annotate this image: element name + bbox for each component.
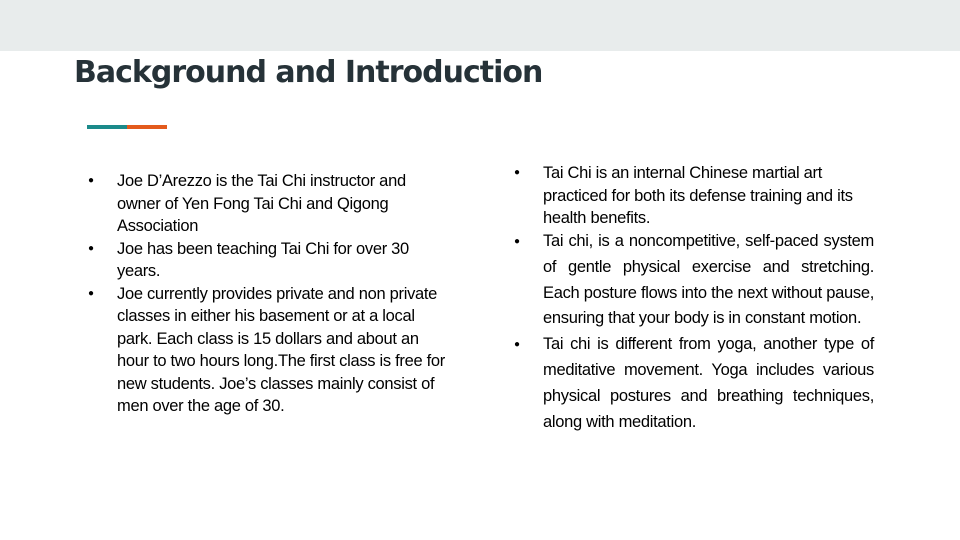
- bullet-item-instructor: ● Joe D’Arezzo is the Tai Chi instructor and owner of Yen Fong Tai Chi and Qigong Association: [86, 170, 446, 238]
- bullet-item-tai-chi-definition: ● Tai Chi is an internal Chinese martial art practiced for both its defense training and its health benefits.: [512, 162, 874, 230]
- accent-bar-orange: [127, 125, 167, 129]
- right-bullet-list-top: [512, 162, 874, 230]
- header-band: [0, 0, 960, 51]
- slide-title: Background and Introduction: [74, 55, 543, 90]
- bullet-item-yoga-comparison: ● Tai chi is different from yoga, another type of meditative movement. Yoga includes various physical postures and breathing techniques, along with meditation.: [512, 332, 874, 435]
- right-bullet-list-bottom: [512, 229, 874, 435]
- bullet-item-classes: ● Joe currently provides private and non private classes in either his basement or at a local park. Each class is 15 dollars and about an hour to two hours long.The first class is free for new students. Joe’s classes mainly consist of men over the age of 30.: [86, 283, 446, 418]
- accent-bar-teal: [87, 125, 127, 129]
- left-bullet-list: [86, 170, 446, 418]
- bullet-item-teaching-years: ● Joe has been teaching Tai Chi for over 30 years.: [86, 238, 446, 283]
- bullet-item-tai-chi-exercise: ● Tai chi, is a noncompetitive, self-paced system of gentle physical exercise and stretching. Each posture flows into the next without pause, ensuring that your body is in constant motion.: [512, 229, 874, 332]
